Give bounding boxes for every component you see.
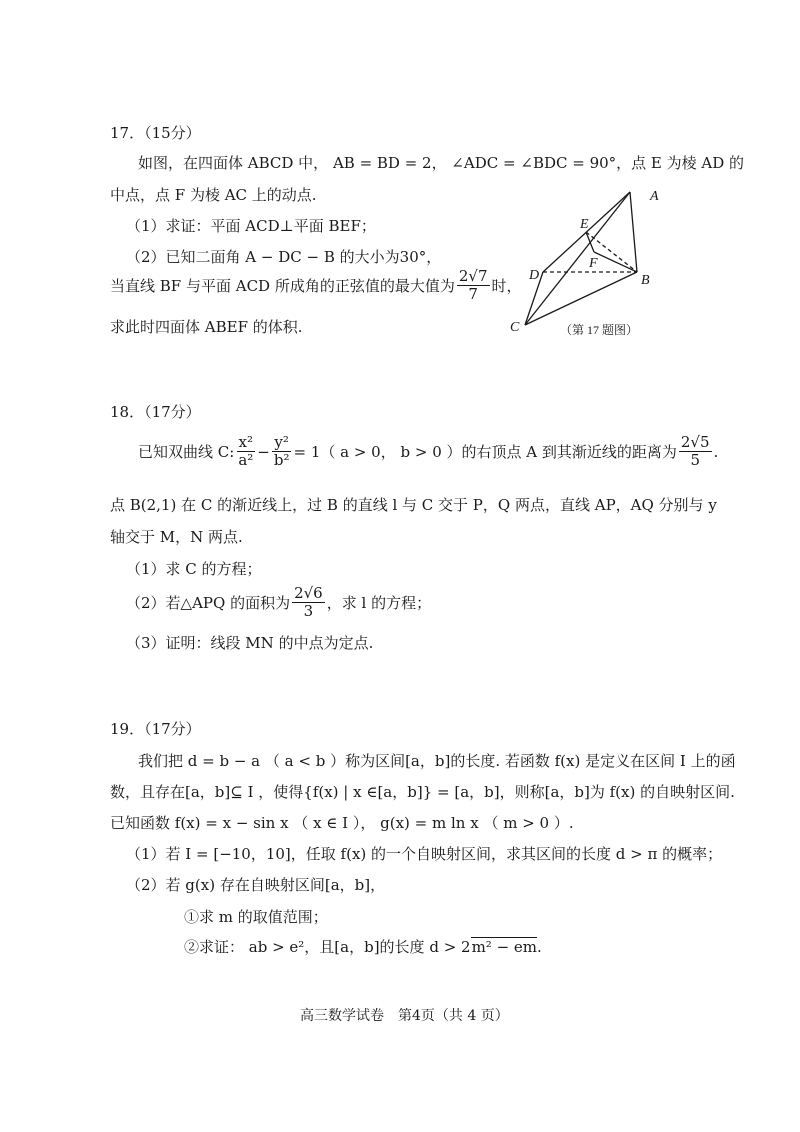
q17-line5	[110, 268, 522, 304]
q18-fraction-x	[236, 434, 255, 470]
q17-line6: 求此时四面体 ABEF 的体积.	[110, 318, 303, 336]
label-D: D	[529, 268, 540, 283]
q17-line1: 如图，在四面体 ABCD 中， AB = BD = 2， ∠ADC = ∠BDC = 90°，点 E 为棱 AD 的	[138, 154, 745, 172]
q17-line2: 中点，点 F 为棱 AC 上的动点.	[110, 186, 317, 204]
q19-header: 19．（17分）	[110, 720, 201, 738]
q17-header: 17．（15分）	[110, 124, 201, 142]
q19-sub2-post: .	[537, 938, 542, 956]
q18-fy-den: b²	[273, 451, 290, 470]
edge-CB	[525, 272, 637, 325]
q18-line1-pre: 已知双曲线 C:	[138, 443, 235, 462]
q18-p2-den: 3	[303, 602, 314, 621]
q18-fraction-y	[272, 434, 292, 470]
q17-line5-pre: 当直线 BF 与平面 ACD 所成角的正弦值的最大值为	[110, 277, 455, 296]
q18-fx-num: x²	[238, 433, 254, 451]
q18-fd-den: 5	[690, 451, 700, 470]
q18-fy-num: y²	[274, 433, 289, 451]
q17-fraction	[457, 268, 490, 304]
q18-line1	[138, 434, 718, 470]
q19-sub2-pre: ②求证： ab > e²，且[a，b]的长度 d > 2	[184, 938, 471, 956]
q18-minus: −	[257, 442, 270, 461]
edge-AB	[630, 192, 637, 272]
q18-part2-pre: （2）若△APQ 的面积为	[126, 594, 291, 613]
q17-line5-post: 时，	[491, 277, 522, 296]
q18-part3: （3）证明：线段 MN 的中点为定点.	[126, 634, 374, 652]
figure-caption: （第 17 题图）	[560, 323, 639, 337]
q19-sub1: ①求 m 的取值范围；	[184, 908, 328, 926]
q18-fraction-dist	[679, 434, 712, 470]
label-A: A	[650, 189, 659, 204]
label-C: C	[510, 320, 520, 335]
q17-part1: （1）求证：平面 ACD⊥平面 BEF；	[126, 217, 376, 235]
q18-part2-fraction	[292, 585, 325, 621]
edge-AC	[525, 192, 630, 325]
q19-line2: 数，且存在[a，b]⊆ I ，使得{f(x) | x ∈[a，b]} = [a，b]，则称[a，b]为 f(x) 的自映射区间.	[110, 783, 735, 801]
q18-part2-post: ，求 l 的方程；	[326, 594, 432, 613]
page-footer: 高三数学试卷 第4页（共 4 页）	[300, 1008, 509, 1024]
edge-EF	[586, 232, 594, 252]
q18-fx-den: a²	[238, 451, 254, 470]
q18-p2-num: 2√6	[294, 584, 323, 602]
q19-part1: （1）若 I = [−10，10]，任取 f(x) 的一个自映射区间，求其区间的长度 d > π 的概率；	[126, 845, 723, 863]
q19-sub2	[184, 936, 542, 957]
label-F: F	[589, 256, 598, 271]
q19-sub2-radicand: m² − em	[471, 938, 538, 956]
q17-fraction-den: 7	[468, 285, 478, 304]
q18-header: 18．（17分）	[110, 403, 201, 421]
q17-figure	[500, 180, 700, 345]
q18-part2	[126, 585, 431, 621]
q18-line2: 点 B(2,1) 在 C 的渐近线上，过 B 的直线 l 与 C 交于 P，Q 两点，直线 AP，AQ 分别与 y	[110, 496, 717, 514]
q18-line1-end: .	[713, 442, 719, 461]
label-E: E	[580, 217, 589, 232]
q18-line1-mid: = 1（ a > 0， b > 0 ）的右顶点 A 到其渐近线的距离为	[293, 443, 677, 462]
q19-line3: 已知函数 f(x) = x − sin x （ x ∈ I ）， g(x) = m ln x （ m > 0 ）.	[110, 814, 574, 832]
q19-line1: 我们把 d = b − a （ a < b ）称为区间[a，b]的长度. 若函数 f(x) 是定义在区间 I 上的函	[138, 752, 736, 770]
q18-part1: （1）求 C 的方程；	[126, 560, 262, 578]
q18-line3: 轴交于 M，N 两点.	[110, 528, 243, 546]
label-B: B	[641, 273, 650, 288]
q18-fd-num: 2√5	[680, 433, 710, 451]
q17-fraction-num: 2√7	[458, 267, 488, 285]
q19-part2: （2）若 g(x) 存在自映射区间[a，b]，	[126, 876, 386, 894]
q17-part2: （2）已知二面角 A − DC − B 的大小为30°，	[126, 248, 442, 266]
